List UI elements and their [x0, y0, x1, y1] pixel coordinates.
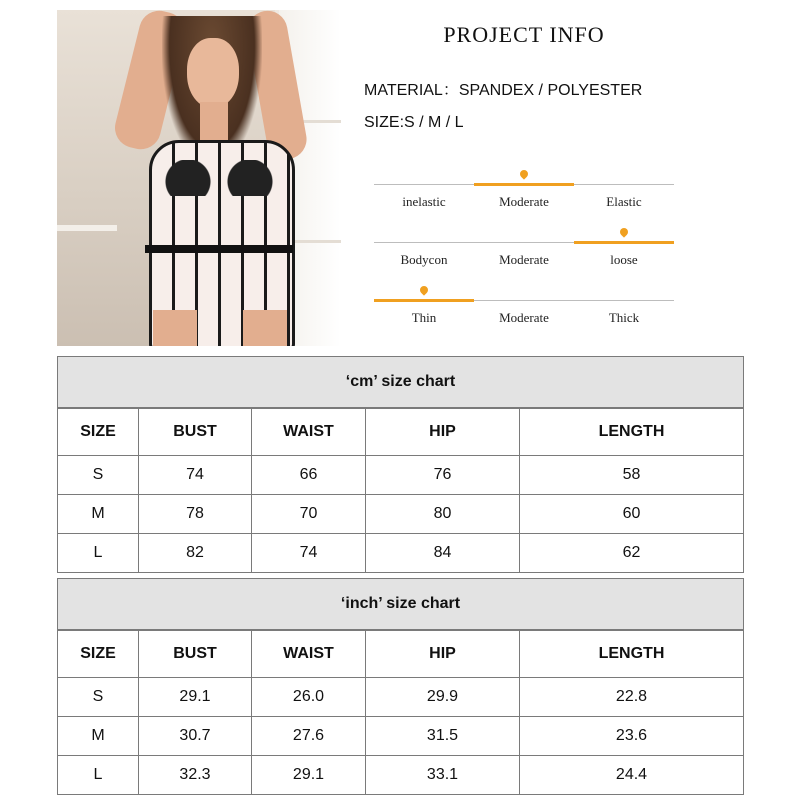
table-row — [58, 533, 743, 572]
table-cell: 66 — [251, 456, 365, 494]
column-header: WAIST — [251, 409, 365, 455]
column-header: BUST — [138, 631, 251, 677]
table-cell: 60 — [519, 495, 743, 533]
scale-selected-segment — [474, 183, 574, 186]
table-row — [58, 755, 743, 794]
table-cell: M — [91, 727, 105, 744]
table-header-row — [58, 630, 743, 677]
table-cell: M — [91, 505, 105, 522]
column-header: HIP — [365, 631, 519, 677]
column-header: BUST — [138, 409, 251, 455]
table-row — [58, 716, 743, 755]
table-cell: 62 — [519, 534, 743, 572]
model-neck — [200, 102, 228, 142]
table-cell: 74 — [138, 456, 251, 494]
cm-size-chart — [57, 356, 744, 573]
table-cell: 32.3 — [138, 756, 251, 794]
table-cell: 76 — [365, 456, 519, 494]
location-pin-icon — [420, 286, 428, 296]
column-header: SIZE — [80, 423, 116, 440]
cm-chart-title: ‘cm’ size chart — [58, 357, 743, 408]
elasticity-scale — [374, 184, 674, 218]
scale-label: Moderate — [499, 310, 549, 325]
bodysuit-lace — [157, 160, 281, 196]
inch-chart-title: ‘inch’ size chart — [58, 579, 743, 630]
project-info-title: PROJECT INFO — [443, 22, 605, 47]
scale-label: Thick — [608, 310, 640, 325]
model-face — [187, 38, 239, 108]
table-cell: L — [93, 766, 103, 783]
scale-label: Elastic — [606, 194, 642, 209]
product-photo — [57, 10, 341, 346]
column-header: LENGTH — [519, 409, 743, 455]
table-cell: 29.1 — [251, 756, 365, 794]
thickness-scale — [374, 300, 674, 334]
column-header: WAIST — [251, 631, 365, 677]
scale-label: Bodycon — [400, 252, 448, 267]
table-cell: 70 — [251, 495, 365, 533]
scale-label: Moderate — [499, 194, 549, 209]
table-cell: S — [92, 688, 104, 705]
table-cell: 84 — [365, 534, 519, 572]
table-row — [58, 455, 743, 494]
bodysuit-waistband — [145, 245, 293, 253]
table-row — [58, 677, 743, 716]
scale-selected-segment — [574, 241, 674, 244]
table-row — [58, 494, 743, 533]
scale-label: loose — [610, 252, 638, 267]
table-cell: L — [93, 544, 103, 561]
location-pin-icon — [620, 228, 628, 238]
table-cell: 33.1 — [365, 756, 519, 794]
table-cell: S — [92, 466, 104, 483]
column-header: SIZE — [80, 645, 116, 662]
column-header: HIP — [365, 409, 519, 455]
table-cell: 29.1 — [138, 678, 251, 716]
table-cell: 22.8 — [519, 678, 743, 716]
table-cell: 27.6 — [251, 717, 365, 755]
table-cell: 74 — [251, 534, 365, 572]
scale-label: Thin — [411, 310, 437, 325]
table-cell: 30.7 — [138, 717, 251, 755]
table-cell: 58 — [519, 456, 743, 494]
table-cell: 80 — [365, 495, 519, 533]
scale-selected-segment — [374, 299, 474, 302]
size-line: SIZE:S / M / L — [364, 114, 464, 131]
table-cell: 78 — [138, 495, 251, 533]
material-line: MATERIAL：SPANDEX / POLYESTER — [364, 82, 643, 99]
table-cell: 29.9 — [365, 678, 519, 716]
table-cell: 26.0 — [251, 678, 365, 716]
inch-size-chart — [57, 578, 744, 795]
column-header: LENGTH — [519, 631, 743, 677]
table-cell: 23.6 — [519, 717, 743, 755]
table-cell: 24.4 — [519, 756, 743, 794]
table-cell: 31.5 — [365, 717, 519, 755]
table-header-row — [58, 408, 743, 455]
model-left-leg — [153, 310, 197, 346]
wall-rail — [57, 225, 117, 231]
location-pin-icon — [520, 170, 528, 180]
table-cell: 82 — [138, 534, 251, 572]
scale-label: inelastic — [402, 194, 446, 209]
scale-label: Moderate — [499, 252, 549, 267]
model-right-leg — [243, 310, 287, 346]
fit-scale — [374, 242, 674, 276]
